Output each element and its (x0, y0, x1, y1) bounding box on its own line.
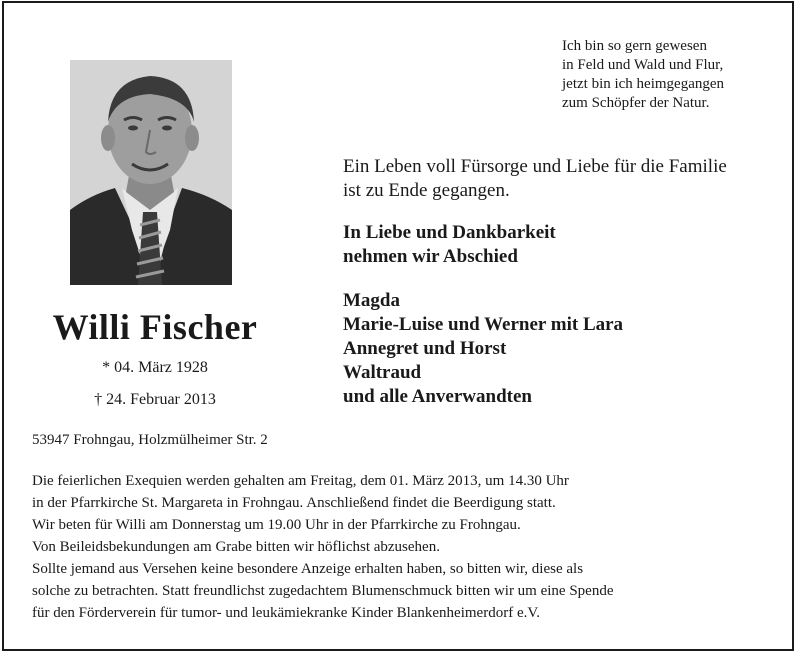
death-date: † 24. Februar 2013 (94, 391, 216, 408)
intro-text (343, 155, 727, 203)
deceased-name: Willi Fischer (52, 307, 258, 347)
mourner: Waltraud (343, 362, 422, 383)
mourner: Marie-Luise und Werner mit Lara (343, 314, 624, 335)
details-line: für den Förderverein für tumor- und leukämiekranke Kinder Blankenheimerdorf e.V. (32, 605, 541, 621)
intro-line: ist zu Ende gegangen. (343, 180, 510, 201)
details-line: solche zu betrachten. Statt freundlichst zugedachtem Blumenschmuck bitten wir um eine Spende (32, 583, 614, 599)
farewell-line: In Liebe und Dankbarkeit (343, 222, 556, 243)
mourner: Annegret und Horst (343, 338, 507, 359)
details-line: Wir beten für Willi am Donnerstag um 19.00 Uhr in der Pfarrkirche zu Frohngau. (32, 517, 521, 533)
details-line: Die feierlichen Exequien werden gehalten am Freitag, dem 01. März 2013, um 14.30 Uhr (32, 473, 569, 489)
poem-line: Ich bin so gern gewesen (562, 38, 707, 54)
details-line: in der Pfarrkirche St. Margareta in Frohngau. Anschließend findet die Beerdigung statt. (32, 495, 556, 511)
mourner: Magda (343, 290, 400, 311)
details-line: Sollte jemand aus Versehen keine besondere Anzeige erhalten haben, so bitten wir, diese als (32, 561, 584, 577)
mourner: und alle Anverwandten (343, 386, 532, 407)
poem (562, 37, 724, 113)
funeral-details (32, 470, 614, 624)
birth-date: * 04. März 1928 (102, 359, 208, 376)
details-line: Von Beileidsbekundungen am Grabe bitten wir höflichst abzusehen. (32, 539, 440, 555)
poem-line: jetzt bin ich heimgegangen (562, 76, 725, 92)
address: 53947 Frohngau, Holzmülheimer Str. 2 (32, 432, 268, 448)
poem-line: zum Schöpfer der Natur. (562, 95, 710, 111)
intro-line: Ein Leben voll Fürsorge und Liebe für die Familie (343, 156, 727, 177)
portrait-image (70, 60, 232, 285)
farewell-text (343, 221, 556, 269)
portrait-photo (70, 60, 232, 285)
mourners-list (343, 289, 623, 409)
farewell-line: nehmen wir Abschied (343, 246, 518, 267)
poem-line: in Feld und Wald und Flur, (562, 57, 724, 73)
